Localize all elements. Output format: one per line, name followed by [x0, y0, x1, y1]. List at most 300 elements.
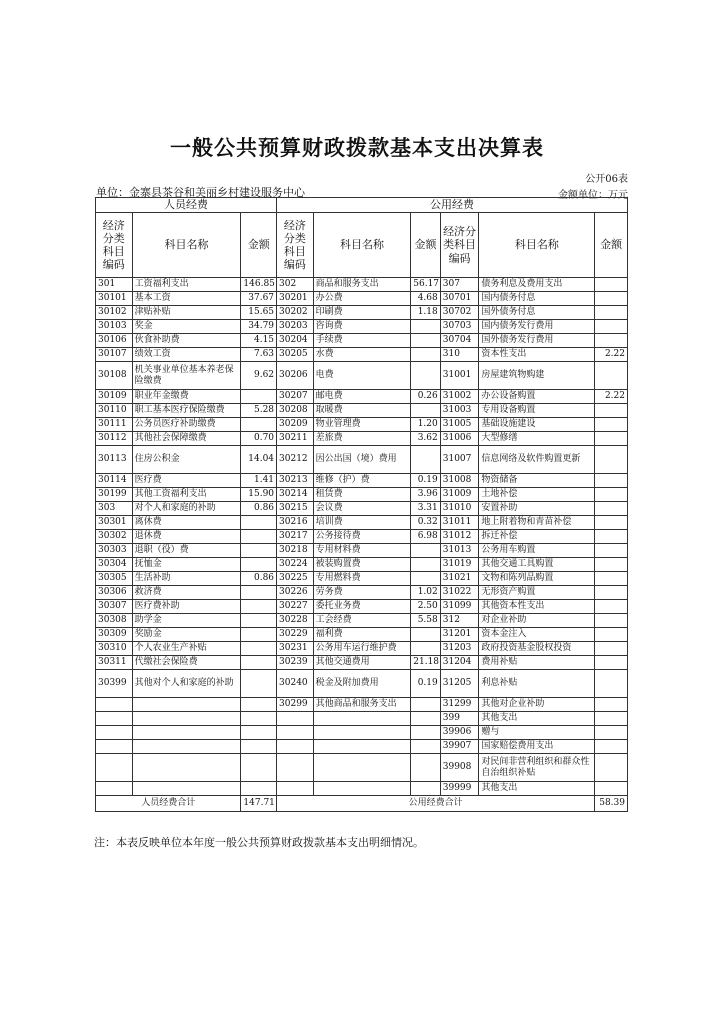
name-cell: 津贴补贴: [132, 306, 241, 320]
name-cell: 商品和服务支出: [313, 278, 411, 292]
code-cell: 30205: [277, 348, 314, 362]
amount-cell: 37.67: [241, 292, 277, 306]
amount-cell: [595, 782, 628, 796]
name-cell: 咨询费: [313, 320, 411, 334]
amount-cell: [411, 362, 440, 390]
table-row: [96, 334, 628, 348]
code-cell: 30299: [277, 698, 314, 712]
amount-cell: [241, 628, 277, 642]
amount-cell: [595, 446, 628, 474]
name-cell: 国内债务发行费用: [479, 320, 595, 334]
code-cell: 39908: [440, 754, 479, 782]
name-cell: [313, 754, 411, 782]
amount-cell: [241, 656, 277, 670]
header-code: 经济分类科目编码: [277, 213, 314, 278]
amount-cell: [595, 586, 628, 600]
code-cell: 307: [440, 278, 479, 292]
amount-cell: [241, 600, 277, 614]
amount-cell: [595, 362, 628, 390]
name-cell: 专用材料费: [313, 544, 411, 558]
name-cell: 公务接待费: [313, 530, 411, 544]
amount-cell: [595, 404, 628, 418]
amount-cell: [411, 572, 440, 586]
name-cell: 基础设施建设: [479, 418, 595, 432]
name-cell: 医疗费: [132, 474, 241, 488]
name-cell: 其他交通工具购置: [479, 558, 595, 572]
code-cell: 30107: [96, 348, 133, 362]
code-cell: 30224: [277, 558, 314, 572]
table-row: [96, 558, 628, 572]
name-cell: 住房公积金: [132, 446, 241, 474]
code-cell: 30207: [277, 390, 314, 404]
amount-cell: [595, 292, 628, 306]
name-cell: 水费: [313, 348, 411, 362]
amount-cell: [595, 754, 628, 782]
amount-cell: [595, 418, 628, 432]
amount-cell: 0.70: [241, 432, 277, 446]
amount-cell: [595, 642, 628, 656]
amount-cell: [241, 698, 277, 712]
name-cell: 其他支出: [479, 712, 595, 726]
name-cell: 生活补助: [132, 572, 241, 586]
name-cell: 工会经费: [313, 614, 411, 628]
code-cell: [277, 754, 314, 782]
name-cell: 物业管理费: [313, 418, 411, 432]
name-cell: 国内债务付息: [479, 292, 595, 306]
name-cell: 公务用车购置: [479, 544, 595, 558]
amount-cell: [595, 502, 628, 516]
amount-cell: [595, 614, 628, 628]
code-cell: 30302: [96, 530, 133, 544]
amount-cell: [595, 306, 628, 320]
amount-cell: [241, 544, 277, 558]
table-row: [96, 502, 628, 516]
code-cell: [96, 740, 133, 754]
code-cell: 30108: [96, 362, 133, 390]
unit-label: 单位：金寨县茶谷和美丽乡村建设服务中心: [96, 186, 305, 199]
name-cell: 办公费: [313, 292, 411, 306]
amount-cell: 2.50: [411, 600, 440, 614]
name-cell: 政府投资基金股权投资: [479, 642, 595, 656]
code-cell: 31205: [440, 670, 479, 698]
amount-cell: 1.41: [241, 474, 277, 488]
name-cell: 其他商品和服务支出: [313, 698, 411, 712]
amount-cell: [241, 516, 277, 530]
code-cell: 30399: [96, 670, 133, 698]
amount-cell: 15.90: [241, 488, 277, 502]
code-cell: 30306: [96, 586, 133, 600]
amount-cell: [411, 628, 440, 642]
name-cell: 信息网络及软件购置更新: [479, 446, 595, 474]
amount-cell: [241, 558, 277, 572]
name-cell: 安置补助: [479, 502, 595, 516]
name-cell: 国外债务付息: [479, 306, 595, 320]
code-cell: [96, 754, 133, 782]
amount-cell: [411, 320, 440, 334]
header-code: 经济分类科目编码: [96, 213, 133, 278]
code-cell: 31013: [440, 544, 479, 558]
name-cell: 其他资本性支出: [479, 600, 595, 614]
name-cell: 邮电费: [313, 390, 411, 404]
header-name: 科目名称: [313, 213, 411, 278]
amount-cell: 0.86: [241, 502, 277, 516]
table-row: [96, 530, 628, 544]
code-cell: [96, 782, 133, 796]
amount-cell: [411, 544, 440, 558]
table-row: [96, 474, 628, 488]
code-cell: 30201: [277, 292, 314, 306]
name-cell: 劳务费: [313, 586, 411, 600]
code-cell: 31021: [440, 572, 479, 586]
code-cell: 399: [440, 712, 479, 726]
amount-cell: [595, 628, 628, 642]
amount-cell: [411, 740, 440, 754]
amount-cell: 7.63: [241, 348, 277, 362]
code-cell: 30218: [277, 544, 314, 558]
footnote: 注：本表反映单位本年度一般公共预算财政拨款基本支出明细情况。: [94, 836, 424, 849]
amount-cell: 0.26: [411, 390, 440, 404]
amount-cell: [411, 782, 440, 796]
name-cell: 租赁费: [313, 488, 411, 502]
code-cell: 31002: [440, 390, 479, 404]
code-cell: 30301: [96, 516, 133, 530]
code-cell: 30209: [277, 418, 314, 432]
name-cell: 职工基本医疗保险缴费: [132, 404, 241, 418]
table-row: [96, 390, 628, 404]
name-cell: 抚恤金: [132, 558, 241, 572]
name-cell: [132, 782, 241, 796]
amount-cell: 1.20: [411, 418, 440, 432]
amount-cell: 3.96: [411, 488, 440, 502]
code-cell: 31204: [440, 656, 479, 670]
amount-cell: 9.62: [241, 362, 277, 390]
name-cell: 差旅费: [313, 432, 411, 446]
code-cell: 30208: [277, 404, 314, 418]
table-row: [96, 320, 628, 334]
code-cell: 30701: [440, 292, 479, 306]
name-cell: 公务员医疗补助缴费: [132, 418, 241, 432]
amount-cell: [595, 712, 628, 726]
table-row: [96, 740, 628, 754]
section-public: 公用经费: [277, 198, 628, 213]
amount-cell: [241, 418, 277, 432]
code-cell: 30309: [96, 628, 133, 642]
code-cell: 31003: [440, 404, 479, 418]
table-row: [96, 404, 628, 418]
money-unit-label: 金额单位：万元: [558, 190, 628, 201]
name-cell: 因公出国（境）费用: [313, 446, 411, 474]
amount-cell: 0.86: [241, 572, 277, 586]
code-cell: 30240: [277, 670, 314, 698]
name-cell: 土地补偿: [479, 488, 595, 502]
table-row: [96, 600, 628, 614]
table-row: [96, 782, 628, 796]
code-cell: 31007: [440, 446, 479, 474]
code-cell: 30308: [96, 614, 133, 628]
table-row: [96, 572, 628, 586]
code-cell: 30211: [277, 432, 314, 446]
amount-cell: [595, 698, 628, 712]
code-cell: 30229: [277, 628, 314, 642]
name-cell: 地上附着物和青苗补偿: [479, 516, 595, 530]
amount-cell: 0.32: [411, 516, 440, 530]
amount-cell: 2.22: [595, 348, 628, 362]
amount-cell: [411, 726, 440, 740]
name-cell: 印刷费: [313, 306, 411, 320]
code-cell: 31009: [440, 488, 479, 502]
code-cell: [277, 726, 314, 740]
amount-cell: [595, 530, 628, 544]
code-cell: 30225: [277, 572, 314, 586]
name-cell: 房屋建筑物购建: [479, 362, 595, 390]
name-cell: 税金及附加费用: [313, 670, 411, 698]
form-number: 公开06表: [585, 174, 628, 185]
amount-cell: [241, 586, 277, 600]
name-cell: 奖金: [132, 320, 241, 334]
header-code: 经济分类科目编码: [440, 213, 479, 278]
name-cell: 费用补贴: [479, 656, 595, 670]
table-row: [96, 726, 628, 740]
name-cell: [132, 754, 241, 782]
code-cell: 30110: [96, 404, 133, 418]
amount-cell: 15.65: [241, 306, 277, 320]
table-row: [96, 712, 628, 726]
name-cell: [313, 712, 411, 726]
amount-cell: 6.98: [411, 530, 440, 544]
code-cell: 30311: [96, 656, 133, 670]
name-cell: 职业年金缴费: [132, 390, 241, 404]
code-cell: [96, 698, 133, 712]
amount-cell: [411, 642, 440, 656]
code-cell: 30213: [277, 474, 314, 488]
name-cell: 会议费: [313, 502, 411, 516]
code-cell: 312: [440, 614, 479, 628]
table-row: [96, 278, 628, 292]
code-cell: 31099: [440, 600, 479, 614]
code-cell: 31010: [440, 502, 479, 516]
code-cell: 31001: [440, 362, 479, 390]
code-cell: 30216: [277, 516, 314, 530]
name-cell: 文物和陈列品购置: [479, 572, 595, 586]
code-cell: 39906: [440, 726, 479, 740]
table-row: [96, 348, 628, 362]
code-cell: 30704: [440, 334, 479, 348]
code-cell: 30703: [440, 320, 479, 334]
name-cell: [313, 782, 411, 796]
code-cell: 30202: [277, 306, 314, 320]
header-amount: 金额: [595, 213, 628, 278]
amount-cell: [595, 572, 628, 586]
amount-cell: 4.15: [241, 334, 277, 348]
name-cell: 工资福利支出: [132, 278, 241, 292]
code-cell: 30204: [277, 334, 314, 348]
amount-cell: [241, 726, 277, 740]
name-cell: 基本工资: [132, 292, 241, 306]
name-cell: 拆迁补偿: [479, 530, 595, 544]
amount-cell: [241, 740, 277, 754]
code-cell: 30304: [96, 558, 133, 572]
name-cell: 债务利息及费用支出: [479, 278, 595, 292]
name-cell: 国家赔偿费用支出: [479, 740, 595, 754]
amount-cell: [411, 698, 440, 712]
code-cell: 301: [96, 278, 133, 292]
name-cell: 个人农业生产补贴: [132, 642, 241, 656]
code-cell: 31201: [440, 628, 479, 642]
header-name: 科目名称: [479, 213, 595, 278]
amount-cell: [595, 544, 628, 558]
amount-cell: 21.18: [411, 656, 440, 670]
code-cell: 30199: [96, 488, 133, 502]
table-row: [96, 628, 628, 642]
code-cell: 30239: [277, 656, 314, 670]
name-cell: 退休费: [132, 530, 241, 544]
amount-cell: 5.58: [411, 614, 440, 628]
name-cell: 国外债务发行费用: [479, 334, 595, 348]
code-cell: 30111: [96, 418, 133, 432]
code-cell: 31019: [440, 558, 479, 572]
name-cell: 福利费: [313, 628, 411, 642]
amount-cell: [241, 642, 277, 656]
section-personnel: 人员经费: [96, 198, 277, 213]
code-cell: 31006: [440, 432, 479, 446]
amount-cell: 56.17: [411, 278, 440, 292]
amount-cell: [411, 334, 440, 348]
table-row: [96, 446, 628, 474]
name-cell: 专用设备购置: [479, 404, 595, 418]
amount-cell: 0.19: [411, 474, 440, 488]
name-cell: [132, 712, 241, 726]
code-cell: 31203: [440, 642, 479, 656]
name-cell: 办公设备购置: [479, 390, 595, 404]
name-cell: 资本金注入: [479, 628, 595, 642]
name-cell: 手续费: [313, 334, 411, 348]
table-row: [96, 418, 628, 432]
amount-cell: [595, 740, 628, 754]
name-cell: [313, 726, 411, 740]
name-cell: 资本性支出: [479, 348, 595, 362]
name-cell: 委托业务费: [313, 600, 411, 614]
personnel-total-value: 147.71: [241, 796, 277, 812]
amount-cell: [595, 726, 628, 740]
code-cell: 303: [96, 502, 133, 516]
name-cell: 伙食补助费: [132, 334, 241, 348]
name-cell: 公务用车运行维护费: [313, 642, 411, 656]
table-row: [96, 670, 628, 698]
amount-cell: [241, 390, 277, 404]
code-cell: 30214: [277, 488, 314, 502]
amount-cell: [595, 516, 628, 530]
amount-cell: [411, 348, 440, 362]
name-cell: 对企业补助: [479, 614, 595, 628]
amount-cell: [241, 782, 277, 796]
amount-cell: [595, 600, 628, 614]
code-cell: 30113: [96, 446, 133, 474]
name-cell: 医疗费补助: [132, 600, 241, 614]
amount-cell: 14.04: [241, 446, 277, 474]
code-cell: [277, 782, 314, 796]
code-cell: 310: [440, 348, 479, 362]
amount-cell: 0.19: [411, 670, 440, 698]
amount-cell: 5.28: [241, 404, 277, 418]
table-row: [96, 362, 628, 390]
amount-cell: 34.79: [241, 320, 277, 334]
name-cell: 物资储备: [479, 474, 595, 488]
amount-cell: 3.31: [411, 502, 440, 516]
header-amount: 金额: [411, 213, 440, 278]
code-cell: 30217: [277, 530, 314, 544]
name-cell: 其他交通费用: [313, 656, 411, 670]
code-cell: 30103: [96, 320, 133, 334]
amount-cell: [595, 334, 628, 348]
amount-cell: [411, 558, 440, 572]
code-cell: 30212: [277, 446, 314, 474]
code-cell: 30114: [96, 474, 133, 488]
personnel-total-label: 人员经费合计: [96, 796, 241, 812]
name-cell: 电费: [313, 362, 411, 390]
amount-cell: [411, 446, 440, 474]
code-cell: 31005: [440, 418, 479, 432]
amount-cell: [595, 320, 628, 334]
amount-cell: [411, 712, 440, 726]
code-cell: 30112: [96, 432, 133, 446]
table-row: [96, 292, 628, 306]
name-cell: 被装购置费: [313, 558, 411, 572]
code-cell: 31022: [440, 586, 479, 600]
amount-cell: [595, 670, 628, 698]
name-cell: 机关事业单位基本养老保险缴费: [132, 362, 241, 390]
code-cell: 31299: [440, 698, 479, 712]
name-cell: 取暖费: [313, 404, 411, 418]
report-title: 一般公共预算财政拨款基本支出决算表: [170, 135, 544, 160]
name-cell: [132, 726, 241, 740]
amount-cell: 4.68: [411, 292, 440, 306]
code-cell: 30307: [96, 600, 133, 614]
amount-cell: 3.62: [411, 432, 440, 446]
name-cell: 利息补贴: [479, 670, 595, 698]
name-cell: 绩效工资: [132, 348, 241, 362]
code-cell: 30109: [96, 390, 133, 404]
name-cell: 无形资产购置: [479, 586, 595, 600]
table-row: [96, 586, 628, 600]
table-row: [96, 306, 628, 320]
table-row: [96, 614, 628, 628]
code-cell: 30227: [277, 600, 314, 614]
name-cell: 其他对个人和家庭的补助: [132, 670, 241, 698]
public-total-value: 58.39: [595, 796, 628, 812]
name-cell: 奖励金: [132, 628, 241, 642]
amount-cell: [411, 404, 440, 418]
code-cell: 31011: [440, 516, 479, 530]
table-row: [96, 488, 628, 502]
table-row: [96, 432, 628, 446]
table-row: [96, 544, 628, 558]
name-cell: 其他工资福利支出: [132, 488, 241, 502]
name-cell: 专用燃料费: [313, 572, 411, 586]
public-total-label: 公用经费合计: [277, 796, 595, 812]
code-cell: 30305: [96, 572, 133, 586]
amount-cell: [241, 530, 277, 544]
table-row: [96, 698, 628, 712]
name-cell: 救济费: [132, 586, 241, 600]
code-cell: 30203: [277, 320, 314, 334]
name-cell: 维修（护）费: [313, 474, 411, 488]
code-cell: [96, 712, 133, 726]
code-cell: [96, 726, 133, 740]
name-cell: 培训费: [313, 516, 411, 530]
name-cell: [132, 740, 241, 754]
table-row: [96, 516, 628, 530]
name-cell: 其他对企业补助: [479, 698, 595, 712]
